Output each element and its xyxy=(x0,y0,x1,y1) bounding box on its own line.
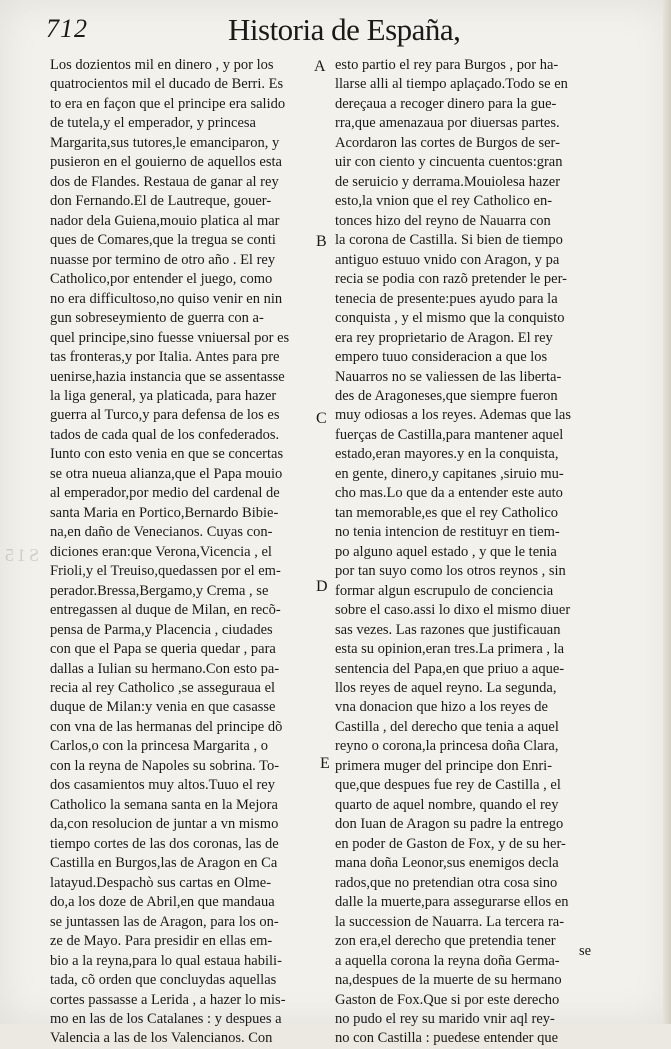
text-line: sobre el caso.assi lo dixo el mismo diuer xyxy=(335,602,571,619)
text-line: muy odiosas a los reyes. Ademas que las xyxy=(335,407,571,424)
text-line: recia se podia con razõ pretender le per- xyxy=(335,271,567,288)
text-line: esto partio el rey para Burgos , por ha- xyxy=(335,57,559,73)
text-line: tiempo cortes de las dos coronas, las de xyxy=(50,835,279,852)
margin-letter-c: C xyxy=(316,410,327,427)
text-line: uenirse,hazia instancia que se assentasse xyxy=(50,368,285,385)
text-line: da,con resolucion de juntar a vn mismo xyxy=(50,816,279,833)
catchword: se xyxy=(579,943,592,959)
text-line: Acordaron las cortes de Burgos de ser- xyxy=(335,134,560,151)
text-line: gun sobreseymiento de guerra con a- xyxy=(50,310,264,327)
text-line: que,que despues fue rey de Castilla , el xyxy=(335,777,561,794)
text-line: zon era,el derecho que pretendia tener xyxy=(335,933,556,950)
text-line: al emperador,por medio del cardenal de xyxy=(50,485,280,502)
text-line: tenecia de presente:pues ayudo para la xyxy=(335,290,558,307)
text-line: don Fernando.El de Lautreque, gouer- xyxy=(50,193,272,210)
text-line: cortes passasse a Lerida , a hazer lo mis- xyxy=(50,991,286,1008)
text-line: Castilla , del derecho que tenia a aquel xyxy=(335,718,559,735)
text-line: to era en façon que el principe era salido xyxy=(50,95,286,112)
text-line: po alguno aquel estado , y que le tenia xyxy=(335,543,557,560)
text-line: Carlos,o con la princesa Margarita , o xyxy=(50,738,268,755)
text-line: ze de Mayo. Para presidir en ellas em- xyxy=(50,933,273,950)
page-edge-shadow xyxy=(663,0,671,1024)
text-line: Margarita,sus tutores,le emanciparon, y xyxy=(50,134,280,151)
text-line: no con Castilla : puedese entender que xyxy=(335,1030,559,1047)
text-line: no era difficultoso,no quiso venir en nin xyxy=(50,290,283,307)
text-line: era rey proprietario de Aragon. El rey xyxy=(335,329,553,346)
text-line: na,en daño de Venecianos. Cuyas con- xyxy=(50,524,273,541)
text-line: de tutela,y el emperador, y princesa xyxy=(50,115,256,132)
text-line: recia al rey Catholico ,se asseguraua el xyxy=(50,680,276,696)
text-line: Catholico la semana santa en la Mejora xyxy=(50,796,278,813)
text-line: guerra al Turco,y para defensa de los es xyxy=(50,407,280,424)
text-line: fuerças de Castilla,para mantener aquel xyxy=(335,426,564,443)
text-line: no pudo el rey su marido vnir aql rey- xyxy=(335,1010,555,1027)
left-text-column xyxy=(50,56,308,1049)
margin-letter-d: D xyxy=(316,578,328,595)
text-line: na,despues de la muerte de su hermano xyxy=(335,972,562,989)
right-text-column xyxy=(335,56,599,1049)
text-line: no tenia intencion de restituyr en tiem- xyxy=(335,524,560,541)
text-line: dos casamientos muy altos.Tuuo el rey xyxy=(50,777,275,794)
text-line: tas fronteras,y por Italia. Antes para pre xyxy=(50,349,280,366)
text-line: Frioli,y el Treuiso,quedassen por el em- xyxy=(50,563,281,580)
text-line: dallas a Iulian su hermano.Con esto pa- xyxy=(50,660,280,677)
text-line: mana doña Leonor,sus enemigos decla xyxy=(335,855,559,872)
text-line: tan memorable,es que el rey Catholico xyxy=(335,504,559,521)
text-line: duque de Milan:y venia en que casasse xyxy=(50,699,276,716)
text-line: Valencia a las de los Valencianos. Con xyxy=(50,1030,273,1047)
text-line: la succession de Nauarra. La tercera ra- xyxy=(335,913,565,930)
text-line: santa Maria en Portico,Bernardo Bibie- xyxy=(50,504,279,521)
margin-letter-e: E xyxy=(320,755,330,772)
text-line: perador.Bressa,Bergamo,y Crema , se xyxy=(50,582,269,599)
text-line: rra,que amenazaua por diuersas partes. xyxy=(335,115,560,132)
text-line: empero tuuo consideracion a que los xyxy=(335,349,548,366)
text-line: con la reyna de Napoles su sobrina. To- xyxy=(50,757,280,774)
text-line: nador dela Guiena,mouio platica al mar xyxy=(50,212,280,229)
text-line: ques de Comares,que la tregua se conti xyxy=(50,232,276,249)
text-line: Castilla en Burgos,las de Aragon en Ca xyxy=(50,855,278,872)
text-line: dalle la muerte,para assegurarse ellos en xyxy=(335,894,569,911)
text-line: quatrocientos mil el ducado de Berri. Es xyxy=(50,76,284,93)
text-line: quel principe,sino fuesse vniuersal por es xyxy=(50,329,290,346)
running-title: Historia de España, xyxy=(228,12,461,47)
text-line: Gaston de Fox.Que si por este derecho xyxy=(335,991,560,1008)
text-line: tonces hizo del reyno de Nauarra con xyxy=(335,212,551,229)
text-line: por tan suyo como los otros reynos , sin xyxy=(335,563,566,580)
margin-letter-b: B xyxy=(316,233,327,250)
text-line: rados,que no pretendian otra cosa sino xyxy=(335,874,558,891)
text-line: se otra nueua alianza,que el Papa mouio xyxy=(50,465,283,482)
text-line: Los dozientos mil en dinero , y por los xyxy=(50,57,274,73)
text-line: llarse alli al tiempo aplaçado.Todo se en xyxy=(335,76,568,93)
text-line: nuasse por termino de otro año . El rey xyxy=(50,251,276,268)
text-line: conquista , y el mismo que la conquisto xyxy=(335,310,565,327)
text-line: reyno o corona,la princesa doña Clara, xyxy=(335,738,559,755)
text-line: mo en las de los Catalanes : y despues a xyxy=(50,1010,282,1027)
text-line: antiguo estuuo vnido con Aragon, y pa xyxy=(335,251,560,268)
text-line: pusieron en el gouierno de aquellos esta xyxy=(50,154,282,171)
text-line: sas vezes. Las razones que justificauan xyxy=(335,621,561,638)
text-line: estado,eran mayores.y en la conquista, xyxy=(335,446,559,463)
text-line: esta su opinion,eran tres.La primera , la xyxy=(335,641,565,658)
text-line: bio a la reyna,para lo qual estaua habili- xyxy=(50,952,282,969)
text-line: la liga general, ya platicada, para hazer xyxy=(50,387,277,404)
text-line: se juntassen las de Aragon, para los on- xyxy=(50,913,279,930)
text-line: dos de Flandes. Restaua de ganar al rey xyxy=(50,173,279,190)
text-line: Nauarros no se valiessen de las liberta- xyxy=(335,368,562,385)
text-line: llos reyes de aquel reyno. La segunda, xyxy=(335,680,557,696)
text-line: uir con ciento y cincuenta cuentos:gran xyxy=(335,154,563,171)
text-line: vna donacion que hizo a los reyes de xyxy=(335,699,548,716)
text-line: entregassen al duque de Milan, en recõ- xyxy=(50,602,281,619)
text-line: do,a los doze de Abril,en que mandaua xyxy=(50,894,275,911)
text-line: esto,la vnion que el rey Catholico en- xyxy=(335,193,553,210)
text-line: con que el Papa se queria quedar , para xyxy=(50,641,276,658)
text-line: Catholico,por entender el juego, como xyxy=(50,271,273,288)
text-line: en poder de Gaston de Fox, y de su her- xyxy=(335,835,566,852)
bleed-through-text: S15 xyxy=(2,545,40,565)
text-line: Iunto con esto venia en que se concertas xyxy=(50,446,284,463)
text-line: tados de cada qual de los confederados. xyxy=(50,426,280,443)
margin-letter-a: A xyxy=(314,58,326,75)
page-header xyxy=(0,0,671,52)
text-line: a aquella corona la reyna doña Germa- xyxy=(335,952,560,969)
text-line: cho mas.Lo que da a entender este auto xyxy=(335,485,563,502)
text-line: latayud.Despachò sus cartas en Olme- xyxy=(50,874,272,891)
text-line: pensa de Parma,y Placencia , ciudades xyxy=(50,621,273,638)
text-line: tada, cõ orden que concluydas aquellas xyxy=(50,972,277,989)
page-number: 712 xyxy=(46,14,88,43)
text-line: primera muger del principe don Enri- xyxy=(335,757,553,774)
text-line: en gente, dinero,y capitanes ,siruio mu- xyxy=(335,465,564,482)
text-line: des de Aragoneses,que siempre fueron xyxy=(335,387,558,404)
text-line: con vna de las hermanas del principe dõ xyxy=(50,718,283,735)
text-line: dereçaua a recoger dinero para la gue- xyxy=(335,95,557,112)
text-line: don Iuan de Aragon su padre la entrego xyxy=(335,816,564,833)
text-line: la corona de Castilla. Si bien de tiempo xyxy=(335,232,563,249)
text-line: sentencia del Papa,en que priuo a aque- xyxy=(335,660,565,677)
text-line: quarto de aquel nombre, quando el rey xyxy=(335,796,559,813)
text-line: de seruicio y derrama.Mouiolesa hazer xyxy=(335,173,561,190)
text-line: formar algun escrupulo de conciencia xyxy=(335,582,554,599)
text-line: diciones eran:que Verona,Vicencia , el xyxy=(50,543,272,560)
